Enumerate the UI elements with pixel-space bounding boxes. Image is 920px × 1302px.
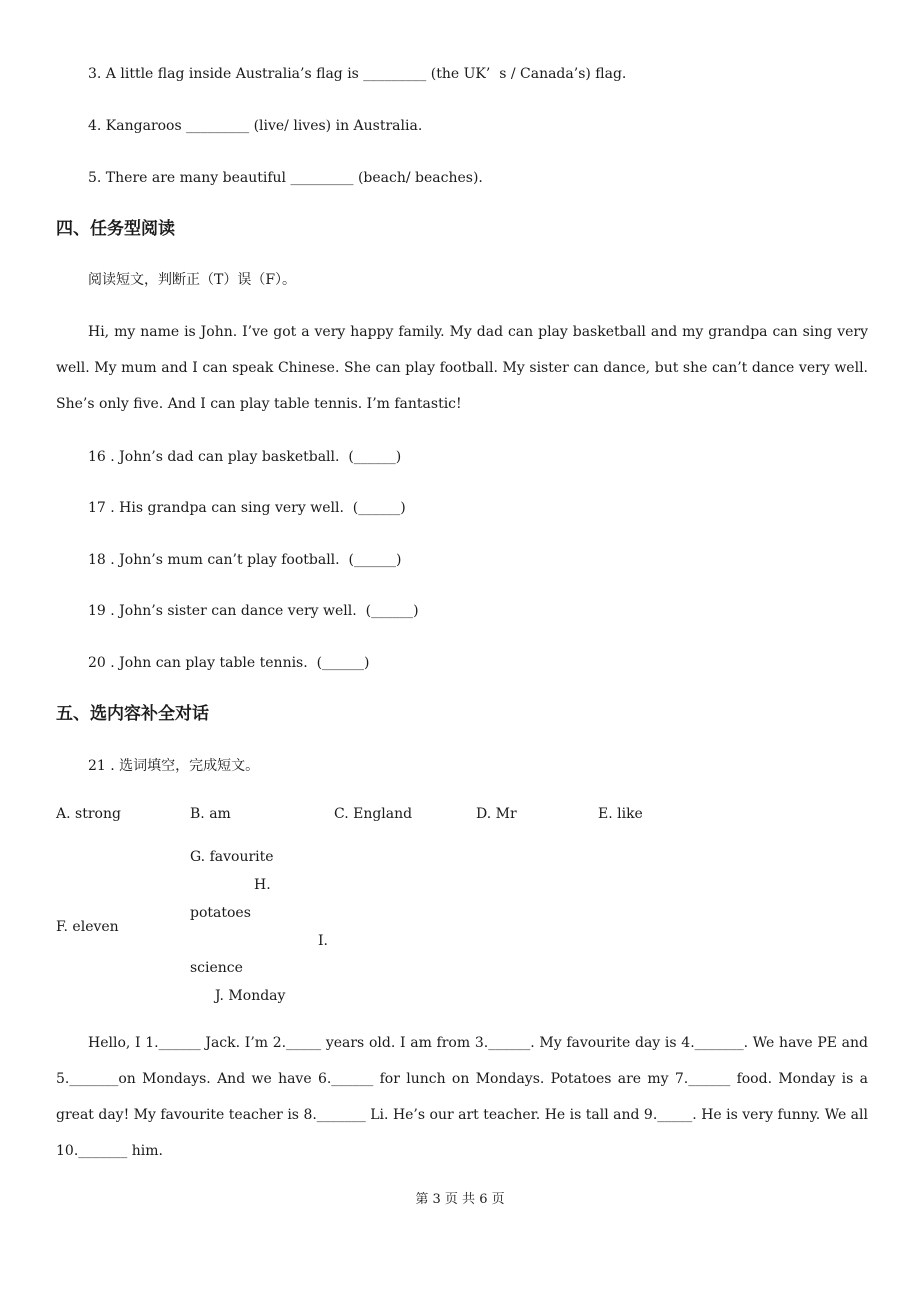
section-5-heading: 五、选内容补全对话 bbox=[56, 704, 209, 724]
option-i-word: science bbox=[190, 960, 243, 976]
option-h-letter: H. bbox=[254, 877, 271, 893]
question-20: 20 . John can play table tennis. (______) bbox=[88, 655, 370, 671]
section-4-passage bbox=[56, 314, 868, 422]
option-d: D. Mr bbox=[476, 806, 517, 822]
option-a: A. strong bbox=[56, 806, 121, 822]
section-4-instruction: 阅读短文，判断正（T）误（F）。 bbox=[88, 272, 297, 288]
question-19: 19 . John’s sister can dance very well. (______) bbox=[88, 603, 419, 619]
option-c: C. England bbox=[334, 806, 413, 822]
option-g: G. favourite bbox=[190, 849, 274, 865]
option-j: J. Monday bbox=[215, 988, 286, 1004]
question-16: 16 . John’s dad can play basketball. (______) bbox=[88, 449, 402, 465]
question-18: 18 . John’s mum can’t play football. (______) bbox=[88, 552, 402, 568]
option-h-word: potatoes bbox=[190, 905, 251, 921]
fill-item-3: 3. A little flag inside Australia’s flag is _________ (the UK’ s / Canada’s) flag. bbox=[88, 66, 627, 82]
section-5-passage bbox=[56, 1025, 868, 1169]
question-17: 17 . His grandpa can sing very well. (______) bbox=[88, 500, 406, 516]
option-i-letter: I. bbox=[318, 933, 328, 949]
section-4-heading: 四、任务型阅读 bbox=[56, 219, 175, 239]
question-21: 21 . 选词填空，完成短文。 bbox=[88, 758, 260, 774]
section-4-passage-text: Hi, my name is John. I’ve got a very happy family. My dad can play basketball and my grandpa can sing very well. My mum and I can speak Chinese. She can play football. My sister can dance, but she can’t dance very well. She’s only five. And I can play table tennis. I’m fantastic! bbox=[56, 324, 868, 412]
section-5-passage-text: Hello, I 1.______ Jack. I’m 2._____ years old. I am from 3.______. My favourite day is 4._______. We have PE and 5._______on Mondays. And we have 6.______ for lunch on Mondays. Potatoes are my 7.______ food. Monday is a great day! My favourite teacher is 8._______ Li. He’s our art teacher. He is tall and 9._____. He is very funny. We all 10._______ him. bbox=[56, 1035, 868, 1159]
option-e: E. like bbox=[598, 806, 643, 822]
fill-item-4: 4. Kangaroos _________ (live/ lives) in Australia. bbox=[88, 118, 423, 134]
option-f: F. eleven bbox=[56, 919, 119, 935]
fill-item-5: 5. There are many beautiful _________ (beach/ beaches). bbox=[88, 170, 483, 186]
option-b: B. am bbox=[190, 806, 231, 822]
page-footer: 第 3 页 共 6 页 bbox=[415, 1192, 505, 1207]
